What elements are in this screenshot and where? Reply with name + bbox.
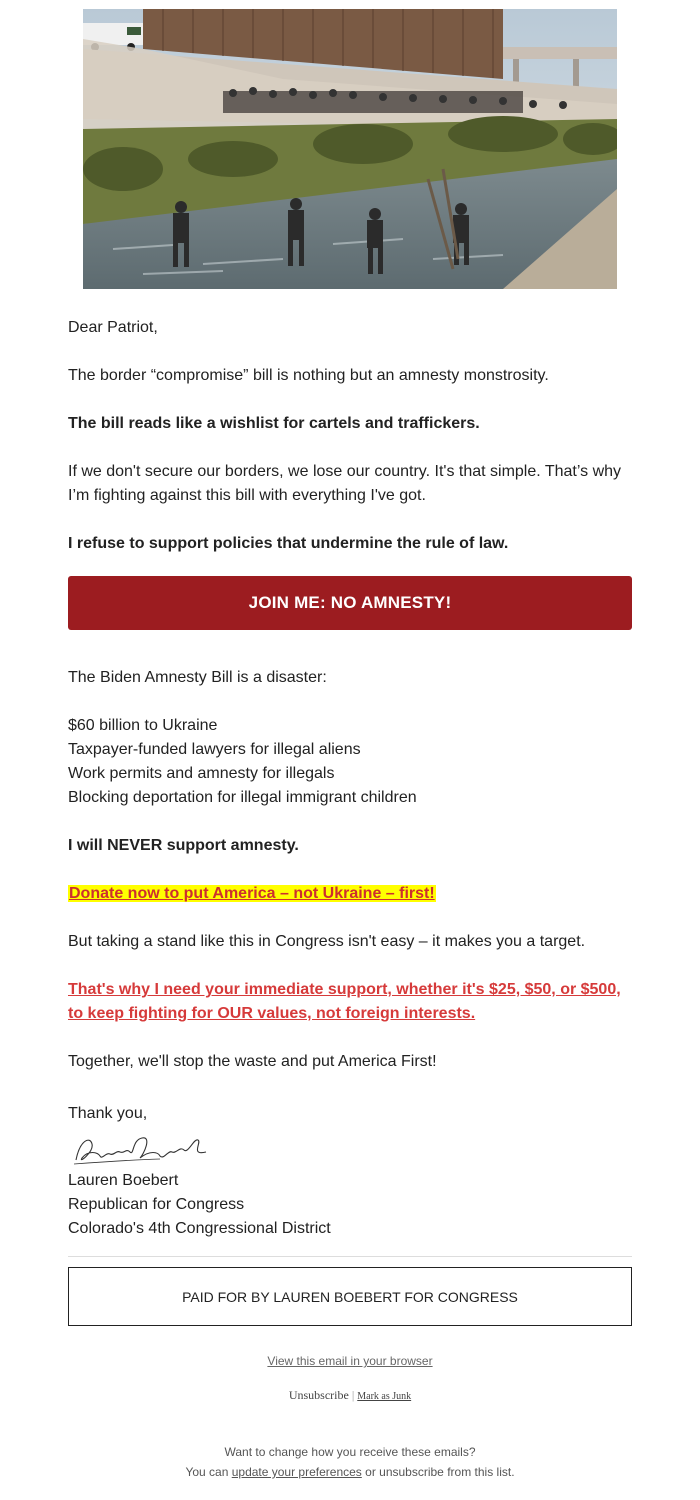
- list-item: $60 billion to Ukraine: [68, 717, 218, 734]
- paragraph-wishlist: The bill reads like a wishlist for cartels and traffickers.: [68, 415, 480, 432]
- unsubscribe-link[interactable]: Unsubscribe: [288, 1388, 349, 1402]
- view-in-browser-link[interactable]: View this email in your browser: [267, 1354, 433, 1368]
- paragraph-target: But taking a stand like this in Congress isn't easy – it makes you a target.: [68, 933, 586, 950]
- hero-photo: [83, 9, 617, 289]
- greeting: Dear Patriot,: [68, 319, 158, 336]
- footer-divider: [68, 1256, 632, 1257]
- sender-district: Colorado's 4th Congressional District: [68, 1220, 331, 1237]
- sender-name: Lauren Boebert: [68, 1172, 179, 1189]
- donate-paragraph: [68, 882, 638, 906]
- paragraph-borders-line-1: If we don't secure our borders, we lose our country. It's that simple. That’s why: [68, 463, 622, 480]
- list-item: Blocking deportation for illegal immigrant children: [68, 789, 417, 806]
- preferences-suffix: or unsubscribe from this list.: [361, 1465, 515, 1479]
- preferences-question: Want to change how you receive these emails?: [224, 1445, 476, 1459]
- paragraph-intro: The border “compromise” bill is nothing but an amnesty monstrosity.: [68, 367, 549, 384]
- paragraph-borders: [68, 460, 638, 508]
- paid-for-disclaimer: PAID FOR BY LAUREN BOEBERT FOR CONGRESS: [68, 1267, 632, 1326]
- bill-items-list: [68, 714, 638, 810]
- support-paragraph: [68, 978, 638, 1026]
- update-preferences-link[interactable]: update your preferences: [231, 1465, 362, 1479]
- paragraph-disaster: The Biden Amnesty Bill is a disaster:: [68, 669, 327, 686]
- preferences-line: [0, 1465, 700, 1479]
- separator: |: [351, 1388, 355, 1402]
- sender-title: Republican for Congress: [68, 1196, 245, 1213]
- mark-as-junk-link[interactable]: Mark as Junk: [357, 1391, 412, 1402]
- list-item: Work permits and amnesty for illegals: [68, 765, 335, 782]
- unsubscribe-row: [0, 1388, 700, 1403]
- closing: Thank you,: [68, 1105, 148, 1122]
- donate-link[interactable]: Donate now to put America – not Ukraine – first!: [69, 885, 435, 902]
- paragraph-rule-of-law: I refuse to support policies that undermine the rule of law.: [68, 535, 509, 552]
- paragraph-america-first: Together, we'll stop the waste and put America First!: [68, 1053, 437, 1070]
- signature-image: [70, 1130, 210, 1170]
- paragraph-borders-line-2: I’m fighting against this bill with everything I've got.: [68, 487, 426, 504]
- support-link-line-1[interactable]: That's why I need your immediate support, whether it's $25, $50, or $500,: [68, 981, 621, 998]
- list-item: Taxpayer-funded lawyers for illegal aliens: [68, 741, 361, 758]
- signature-block: [68, 1169, 638, 1241]
- support-link-line-2[interactable]: to keep fighting for OUR values, not foreign interests.: [68, 1005, 476, 1022]
- paragraph-never-amnesty: I will NEVER support amnesty.: [68, 837, 299, 854]
- join-no-amnesty-button[interactable]: JOIN ME: NO AMNESTY!: [68, 576, 632, 630]
- preferences-prefix: You can: [185, 1465, 232, 1479]
